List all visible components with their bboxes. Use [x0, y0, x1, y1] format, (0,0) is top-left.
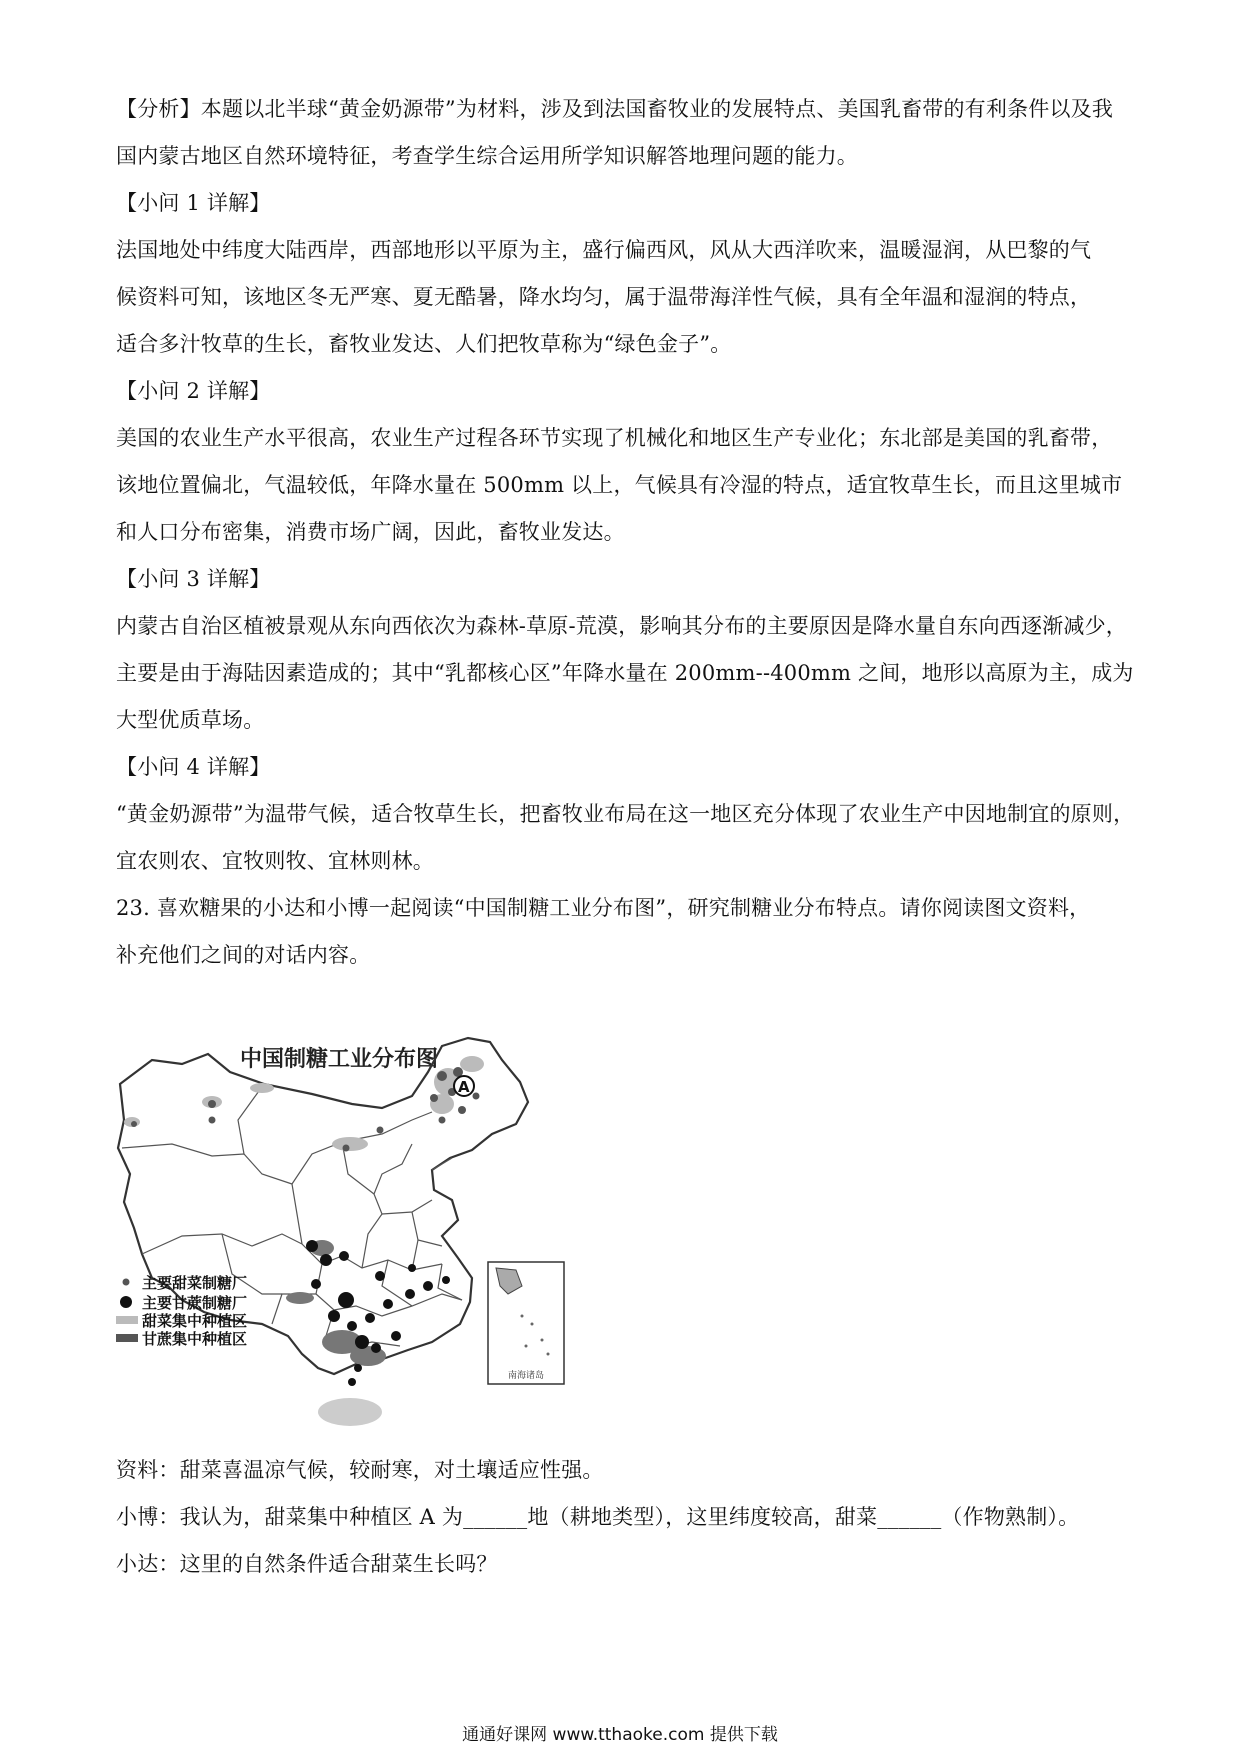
map-svg [112, 1024, 594, 1438]
q3-line-3: 大型优质草场。 [116, 708, 265, 732]
legend-beet-factory-label: 主要甜菜制糖厂 [142, 1274, 248, 1292]
analysis-line-1: 【分析】本题以北半球“黄金奶源带”为材料，涉及到法国畜牧业的发展特点、美国乳畜带的有利条件以及我 [116, 97, 1114, 121]
q23-line-1: 23. 喜欢糖果的小达和小博一起阅读“中国制糖工业分布图”，研究制糖业分布特点。请你阅读图文资料， [116, 896, 1091, 920]
q4-line-1: “黄金奶源带”为温带气候，适合牧草生长，把畜牧业布局在这一地区充分体现了农业生产中因地制宜的原则， [116, 802, 1135, 826]
q1-line-3: 适合多汁牧草的生长，畜牧业发达、人们把牧草称为“绿色金子”。 [116, 332, 732, 356]
q4-line-2: 宜农则农、宜牧则牧、宜林则林。 [116, 849, 434, 873]
analysis-line-2: 国内蒙古地区自然环境特征，考查学生综合运用所学知识解答地理问题的能力。 [116, 144, 858, 168]
q2-line-1: 美国的农业生产水平很高，农业生产过程各环节实现了机械化和地区生产专业化；东北部是美国的乳畜带， [116, 426, 1113, 450]
q3-heading: 【小问 3 详解】 [116, 567, 271, 591]
map-legend [116, 1274, 247, 1348]
q2-line-2: 该地位置偏北，气温较低，年降水量在 500mm 以上，气候具有冷湿的特点，适宜牧草生长，而且这里城市 [116, 473, 1123, 497]
material-line: 资料：甜菜喜温凉气候，较耐寒，对土壤适应性强。 [116, 1458, 604, 1482]
q1-line-1: 法国地处中纬度大陆西岸，西部地形以平原为主，盛行偏西风，风从大西洋吹来，温暖湿润，从巴黎的气 [116, 238, 1092, 262]
q4-heading: 【小问 4 详解】 [116, 755, 271, 779]
map-title: 中国制糖工业分布图 [240, 1047, 439, 1072]
legend-cane-factory-label: 主要甘蔗制糖厂 [142, 1294, 248, 1312]
inset-label: 南海诸岛 [508, 1371, 545, 1381]
legend-cane-factory-symbol [120, 1296, 132, 1308]
q3-line-2: 主要是由于海陆因素造成的；其中“乳都核心区”年降水量在 200mm--400mm 之间，地形以高原为主，成为 [116, 661, 1134, 685]
legend-beet-zone-label: 甜菜集中种植区 [142, 1312, 248, 1330]
dialog-xiaobo: 小博：我认为，甜菜集中种植区 A 为______地（耕地类型），这里纬度较高，甜菜______（作物熟制）。 [116, 1505, 1080, 1529]
legend-cane-zone-symbol [116, 1334, 138, 1342]
q2-line-3: 和人口分布密集，消费市场广阔，因此，畜牧业发达。 [116, 520, 625, 544]
q3-line-1: 内蒙古自治区植被景观从东向西依次为森林-草原-荒漠，影响其分布的主要原因是降水量自东向西逐渐减少， [116, 614, 1127, 638]
q1-line-2: 候资料可知，该地区冬无严寒、夏无酷暑，降水均匀，属于温带海洋性气候，具有全年温和湿润的特点， [116, 285, 1092, 309]
marker-a-label: A [458, 1078, 470, 1096]
legend-cane-zone-label: 甘蔗集中种植区 [142, 1330, 248, 1348]
q23-line-2: 补充他们之间的对话内容。 [116, 943, 371, 967]
sugar-industry-map [112, 1024, 594, 1438]
footer-text: 通通好课网 www.tthaoke.com 提供下载 [462, 1725, 778, 1745]
legend-beet-zone-symbol [116, 1316, 138, 1324]
beet-factories [131, 1067, 480, 1152]
q2-heading: 【小问 2 详解】 [116, 379, 271, 403]
hainan-island [318, 1398, 382, 1426]
q1-heading: 【小问 1 详解】 [116, 191, 271, 215]
dialog-xiaoda: 小达：这里的自然条件适合甜菜生长吗？ [116, 1552, 498, 1576]
legend-beet-factory-symbol [123, 1279, 130, 1286]
